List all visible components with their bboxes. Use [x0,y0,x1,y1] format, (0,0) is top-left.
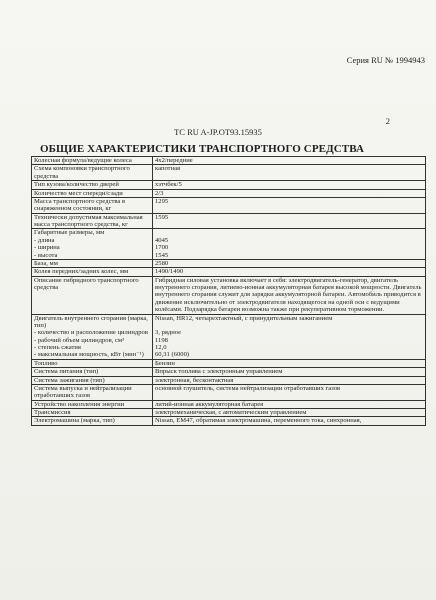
row-value: литий-ионная аккумуляторная батарея [153,400,426,408]
row-label: - степень сжатия [32,344,153,351]
table-row [32,384,426,400]
table-row [32,252,426,260]
row-value: электронная, бесконтактная [153,376,426,384]
row-value: 1490/1490 [153,268,426,276]
table-row [32,189,426,197]
row-value: 12,0 [153,344,426,351]
table-row [32,314,426,329]
row-label: - длина [32,237,153,244]
characteristics-table [31,156,426,426]
row-label: Количество мест спереди/сзади [32,189,153,197]
row-label: - максимальная мощность, кВт (мин⁻¹) [32,351,153,359]
row-value: электромеханическая, с автоматическим управлением [153,409,426,417]
row-label: Устройство накопления энергии [32,400,153,408]
table-row [32,400,426,408]
row-value: 3, рядное [153,329,426,336]
table-row [32,181,426,189]
row-value: 2580 [153,259,426,267]
table-row [32,244,426,251]
series-number: Серия RU № 1994943 [346,55,425,65]
table-row [32,368,426,376]
table-row [32,409,426,417]
table-row [32,229,426,237]
page-number: 2 [385,116,390,126]
table-row [32,359,426,367]
table-row [32,344,426,351]
row-label: Технически допустимая максимальная масса транспортного средства, кг [32,213,153,229]
table-row [32,165,426,181]
document-title: ОБЩИЕ ХАРАКТЕРИСТИКИ ТРАНСПОРТНОГО СРЕДСТВА [40,143,365,155]
row-value: 1295 [153,197,426,213]
table-row [32,276,426,314]
row-value: 60,31 (6000) [153,351,426,359]
row-value: Бензин [153,359,426,367]
table-row [32,376,426,384]
row-value: 1595 [153,213,426,229]
table-row [32,197,426,213]
row-label: Колея передних/задних колес, мм [32,268,153,276]
certificate-number: ТС RU A-JP.ОТ93.15935 [174,127,262,137]
row-label: Схема компоновки транспортного средства [32,165,153,181]
row-value: 1700 [153,244,426,251]
row-value: 4x2/передние [153,157,426,165]
row-label: Система зажигания (тип) [32,376,153,384]
row-label: Топливо [32,359,153,367]
row-label: Колесная формула/ведущие колеса [32,157,153,165]
row-label: База, мм [32,259,153,267]
table-row [32,268,426,276]
table-row [32,259,426,267]
row-label: Описание гибридного транспортного средства [32,276,153,314]
row-value: 1198 [153,337,426,344]
row-label: Масса транспортного средства в снаряженном состоянии, кг [32,197,153,213]
table-row [32,351,426,359]
table-row [32,417,426,425]
row-value: хэтчбек/5 [153,181,426,189]
row-label: Габаритные размеры, мм [32,229,153,237]
row-value: Впрыск топлива с электронным управлением [153,368,426,376]
row-value: капотная [153,165,426,181]
row-label: - ширина [32,244,153,251]
row-label: - рабочий объем цилиндров, см³ [32,337,153,344]
table-row [32,337,426,344]
row-value: Nissan, EM47, обратимая электромашина, переменного тока, синхронная, [153,417,426,425]
row-value: Nissan, HR12, четырехтактный, с принудительным зажиганием [153,314,426,329]
table-row [32,329,426,336]
row-label: Электромашина (марка, тип) [32,417,153,425]
row-value: основной глушитель, система нейтрализации отработавших газов [153,384,426,400]
row-label: - высота [32,252,153,260]
row-label: Система выпуска и нейтрализации отработавших газов [32,384,153,400]
row-label: Двигатель внутреннего сгорания (марка, тип) [32,314,153,329]
row-value: 1545 [153,252,426,260]
row-label: Тип кузова/количество дверей [32,181,153,189]
table-row [32,213,426,229]
row-value: Гибридная силовая установка включает в себя: электродвигатель-генератор, двигатель внутреннего сгорания, литиево-ионная аккумуляторная батарея высокой мощности. Двигатель внутреннего сгорания служит для зарядки аккумуляторной батареи. Автомобиль приводится в движение исключительно от электродвигателя находящегося на одной оси с ведущими колёсами. Подзарядка батареи возможна также при рекуперативном торможении. [153,276,426,314]
table-row [32,237,426,244]
row-label: - количество и расположение цилиндров [32,329,153,336]
row-value: 2/3 [153,189,426,197]
row-value [153,229,426,237]
table-row [32,157,426,165]
row-label: Система питания (тип) [32,368,153,376]
row-label: Трансмиссия [32,409,153,417]
row-value: 4045 [153,237,426,244]
